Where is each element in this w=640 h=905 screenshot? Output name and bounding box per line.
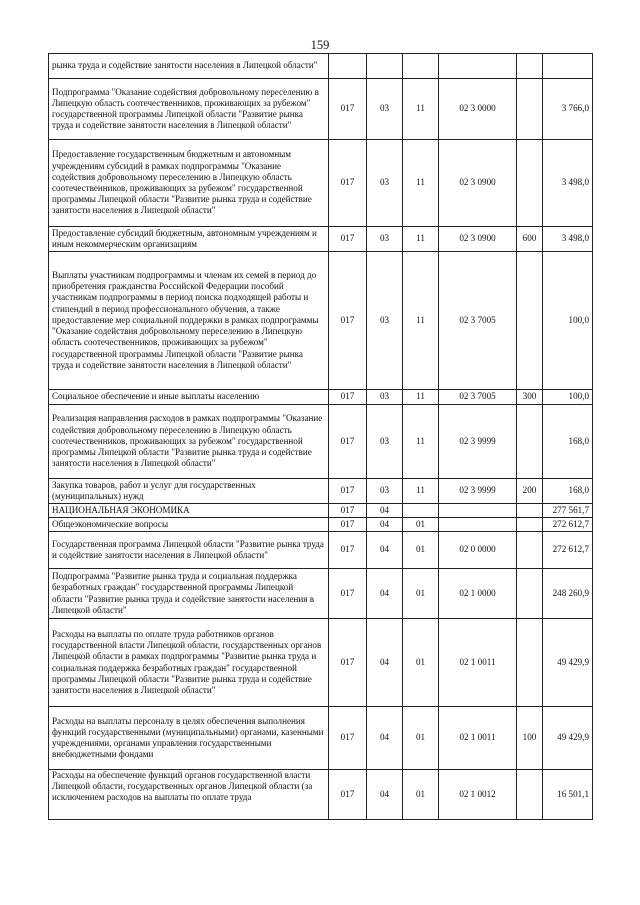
row-amount: 272 612,7 xyxy=(543,532,593,569)
row-expense-type-code xyxy=(517,252,543,390)
row-article-code: 02 1 0011 xyxy=(439,707,517,770)
row-ministry-code: 017 xyxy=(329,227,367,252)
row-description-text: Расходы на выплаты персоналу в целях обеспечения выполнения функций государственными (муниципальными) органами, казенными учреждениями, органами управления государственными внебюджетными фондами xyxy=(52,715,324,760)
row-article-code: 02 3 0000 xyxy=(439,79,517,140)
row-subsection-code: 11 xyxy=(403,227,439,252)
row-amount: 3 498,0 xyxy=(543,227,593,252)
row-description-text: Социальное обеспечение и иные выплаты населению xyxy=(52,391,260,402)
row-description-text: Общеэкономические вопросы xyxy=(52,518,169,529)
row-expense-type-code xyxy=(517,532,543,569)
row-amount: 100,0 xyxy=(543,252,593,390)
row-description-text: Закупка товаров, работ и услуг для государственных (муниципальных) нужд xyxy=(52,479,256,501)
row-section-code: 04 xyxy=(367,770,403,820)
row-subsection-code: 11 xyxy=(403,79,439,140)
row-expense-type-code xyxy=(517,518,543,532)
row-section-code: 03 xyxy=(367,405,403,479)
table-row xyxy=(49,252,593,390)
row-amount: 272 612,7 xyxy=(543,518,593,532)
row-description-text: Расходы на обеспечение функций органов государственной власти Липецкой области, государственных органов Липецкой области (за исключением расходов на выплаты по оплате труда xyxy=(52,770,313,803)
row-section-code: 03 xyxy=(367,227,403,252)
row-description xyxy=(49,252,329,390)
row-expense-type-code xyxy=(517,569,543,619)
row-amount: 49 429,9 xyxy=(543,619,593,707)
row-ministry-code xyxy=(329,54,367,79)
row-subsection-code: 11 xyxy=(403,390,439,405)
row-amount xyxy=(543,54,593,79)
row-expense-type-code xyxy=(517,140,543,227)
row-amount: 168,0 xyxy=(543,405,593,479)
row-ministry-code: 017 xyxy=(329,405,367,479)
row-expense-type-code: 300 xyxy=(517,390,543,405)
row-description xyxy=(49,405,329,479)
row-description-text: рынка труда и содействие занятости населения в Липецкой области" xyxy=(52,60,318,71)
row-section-code: 04 xyxy=(367,569,403,619)
table-row xyxy=(49,619,593,707)
row-section-code: 04 xyxy=(367,532,403,569)
row-subsection-code: 01 xyxy=(403,707,439,770)
row-ministry-code: 017 xyxy=(329,619,367,707)
row-subsection-code: 01 xyxy=(403,619,439,707)
row-subsection-code xyxy=(403,504,439,518)
page-number: 159 xyxy=(310,38,330,52)
row-expense-type-code: 200 xyxy=(517,479,543,504)
row-article-code: 02 3 0900 xyxy=(439,227,517,252)
row-section-code: 04 xyxy=(367,504,403,518)
row-subsection-code: 11 xyxy=(403,140,439,227)
row-article-code: 02 3 7005 xyxy=(439,252,517,390)
row-description-text: Подпрограмма "Оказание содействия добровольному переселению в Липецкую область соотечественников, проживающих за рубежом" государственной программы Липецкой области "Развитие рынка труда и содействие занятости населения в Липецкой области" xyxy=(52,86,319,131)
row-ministry-code: 017 xyxy=(329,707,367,770)
row-subsection-code xyxy=(403,54,439,79)
row-ministry-code: 017 xyxy=(329,390,367,405)
row-subsection-code: 01 xyxy=(403,569,439,619)
row-article-code xyxy=(439,54,517,79)
row-amount: 3 766,0 xyxy=(543,79,593,140)
table-row xyxy=(49,569,593,619)
row-description xyxy=(49,140,329,227)
budget-table-body xyxy=(49,54,593,820)
row-description-text: Реализация направления расходов в рамках подпрограммы "Оказание содействия добровольному переселению в Липецкую область соотечественников, проживающих за рубежом" государственной программы Липецкой области "Развитие рынка труда и содействие занятости населения в Липецкой области" xyxy=(52,413,323,469)
row-ministry-code: 017 xyxy=(329,532,367,569)
table-row xyxy=(49,504,593,518)
table-row xyxy=(49,140,593,227)
row-description xyxy=(49,504,329,518)
row-amount: 248 260,9 xyxy=(543,569,593,619)
table-row xyxy=(49,227,593,252)
row-description xyxy=(49,569,329,619)
row-description-text: Предоставление государственным бюджетным и автономным учреждениям субсидий в рамках подпрограммы "Оказание содействия добровольному переселению в Липецкую область соотечественников, проживающих за рубежом" государственной программы Липецкой области "Развитие рынка труда и содействие занятости населения в Липецкой области" xyxy=(52,149,312,216)
row-ministry-code: 017 xyxy=(329,479,367,504)
row-expense-type-code: 600 xyxy=(517,227,543,252)
row-description-text: Подпрограмма "Развитие рынка труда и социальная поддержка безработных граждан" государственной программы Липецкой области "Развитие рынка труда и содействие занятости населения в Липецкой области" xyxy=(52,571,314,615)
row-subsection-code: 01 xyxy=(403,770,439,820)
row-section-code: 03 xyxy=(367,252,403,390)
row-section-code: 03 xyxy=(367,479,403,504)
row-section-code: 04 xyxy=(367,619,403,707)
table-row xyxy=(49,532,593,569)
table-row xyxy=(49,390,593,405)
row-amount: 3 498,0 xyxy=(543,140,593,227)
table-row xyxy=(49,479,593,504)
row-description xyxy=(49,79,329,140)
row-article-code xyxy=(439,504,517,518)
row-section-code: 04 xyxy=(367,518,403,532)
row-description-text: Расходы на выплаты по оплате труда работников органов государственной власти Липецкой области, государственных органов Липецкой области в рамках подпрограммы "Развитие рынка труда и социальная поддержка безработных граждан" государственной программы Липецкой области "Развитие рынка труда и содействие занятости населения в Липецкой области" xyxy=(52,628,322,695)
row-amount: 277 561,7 xyxy=(543,504,593,518)
row-expense-type-code: 100 xyxy=(517,707,543,770)
row-description xyxy=(49,707,329,770)
table-row xyxy=(49,518,593,532)
row-article-code: 02 1 0000 xyxy=(439,569,517,619)
row-article-code: 02 3 0900 xyxy=(439,140,517,227)
row-subsection-code: 01 xyxy=(403,532,439,569)
row-section-code: 03 xyxy=(367,140,403,227)
row-description xyxy=(49,54,329,79)
row-description xyxy=(49,770,329,820)
row-ministry-code: 017 xyxy=(329,140,367,227)
row-article-code: 02 3 7005 xyxy=(439,390,517,405)
row-expense-type-code xyxy=(517,770,543,820)
row-description xyxy=(49,532,329,569)
table-row xyxy=(49,79,593,140)
row-amount: 100,0 xyxy=(543,390,593,405)
row-description-text: Государственная программа Липецкой области "Развитие рынка труда и содействие занятости населения в Липецкой области" xyxy=(52,538,324,560)
table-row xyxy=(49,54,593,79)
row-description-text: Выплаты участникам подпрограммы и членам их семей в период до приобретения гражданства Российской Федерации пособий участникам подпрограммы в период поиска подходящей работы и стипендий в период профессионального обучения, а также предоставление мер социальной поддержки в рамках подпрограммы "Оказание содействия добровольному переселению в Липецкую область соотечественников, проживающих за рубежом" государственной программы Липецкой области "Развитие рынка труда и содействие занятости населения в Липецкой области" xyxy=(52,270,319,370)
row-subsection-code: 11 xyxy=(403,479,439,504)
row-ministry-code: 017 xyxy=(329,252,367,390)
row-ministry-code: 017 xyxy=(329,79,367,140)
row-expense-type-code xyxy=(517,405,543,479)
row-description-text: НАЦИОНАЛЬНАЯ ЭКОНОМИКА xyxy=(52,504,190,515)
row-section-code: 04 xyxy=(367,707,403,770)
row-section-code: 03 xyxy=(367,390,403,405)
row-article-code: 02 3 9999 xyxy=(439,405,517,479)
row-description xyxy=(49,390,329,405)
row-article-code: 02 1 0012 xyxy=(439,770,517,820)
row-description xyxy=(49,619,329,707)
row-description-text: Предоставление субсидий бюджетным, автономным учреждениям и иным некоммерческим организациям xyxy=(52,227,317,249)
row-amount: 49 429,9 xyxy=(543,707,593,770)
row-description xyxy=(49,518,329,532)
row-subsection-code: 11 xyxy=(403,252,439,390)
row-description xyxy=(49,227,329,252)
row-expense-type-code xyxy=(517,54,543,79)
row-ministry-code: 017 xyxy=(329,504,367,518)
row-amount: 168,0 xyxy=(543,479,593,504)
row-subsection-code: 01 xyxy=(403,518,439,532)
row-description xyxy=(49,479,329,504)
row-section-code xyxy=(367,54,403,79)
row-expense-type-code xyxy=(517,504,543,518)
row-article-code xyxy=(439,518,517,532)
row-article-code: 02 1 0011 xyxy=(439,619,517,707)
row-amount: 16 501,1 xyxy=(543,770,593,820)
row-expense-type-code xyxy=(517,619,543,707)
table-row xyxy=(49,707,593,770)
table-row xyxy=(49,405,593,479)
row-ministry-code: 017 xyxy=(329,518,367,532)
row-expense-type-code xyxy=(517,79,543,140)
row-subsection-code: 11 xyxy=(403,405,439,479)
table-row xyxy=(49,770,593,820)
budget-table xyxy=(48,53,593,820)
row-section-code: 03 xyxy=(367,79,403,140)
row-article-code: 02 0 0000 xyxy=(439,532,517,569)
row-ministry-code: 017 xyxy=(329,569,367,619)
row-ministry-code: 017 xyxy=(329,770,367,820)
row-article-code: 02 3 9999 xyxy=(439,479,517,504)
